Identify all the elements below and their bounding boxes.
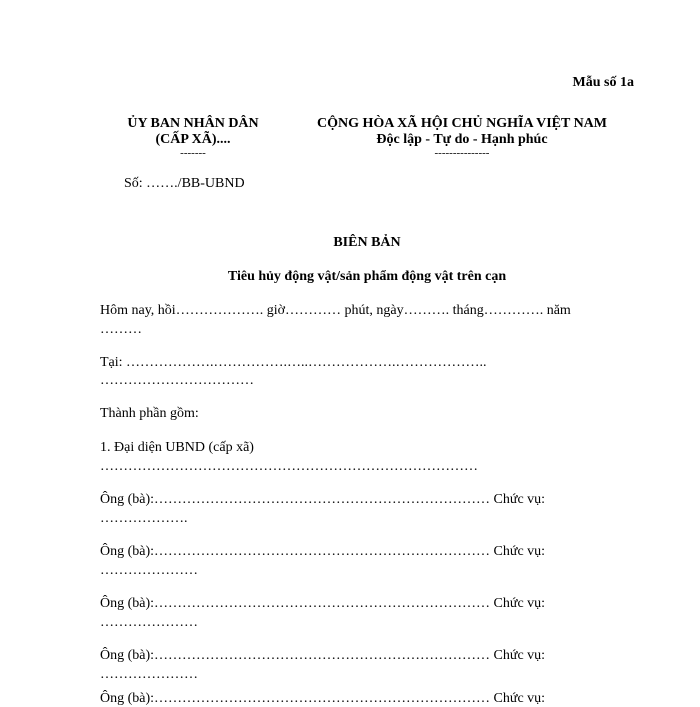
committee-name: ỦY BAN NHÂN DÂN <box>127 116 259 131</box>
person-line-3: Ông (bà):……………………………………………………………… Chức vụ: <box>100 596 546 611</box>
person-line-2-cont: ………………… <box>100 563 198 578</box>
document-number: Số: ……./BB-UBND <box>124 176 245 191</box>
right-divider: --------------- <box>434 147 490 159</box>
person-line-1-cont: ………………. <box>100 511 188 526</box>
person-line-4-cont: ………………… <box>100 667 198 682</box>
section-1-dots: ……………………………………………………………………… <box>100 459 478 474</box>
person-line-4: Ông (bà):……………………………………………………………… Chức vụ: <box>100 648 546 663</box>
nation-name: CỘNG HÒA XÃ HỘI CHỦ NGHĨA VIỆT NAM <box>316 116 607 131</box>
document-title: BIÊN BẢN <box>333 235 401 250</box>
time-line-cont: ……… <box>100 322 142 337</box>
person-line-1: Ông (bà):……………………………………………………………… Chức vụ: <box>100 492 546 507</box>
commune-level: (CẤP XÃ).... <box>155 132 231 147</box>
place-line-cont: …………………………… <box>100 373 254 388</box>
left-divider: ------- <box>180 147 206 159</box>
time-line: Hôm nay, hồi………………. giờ………… phút, ngày………. tháng…………. năm <box>100 303 571 318</box>
person-line-3-cont: ………………… <box>100 615 198 630</box>
document-subtitle: Tiêu hủy động vật/sản phẩm động vật trên cạn <box>227 269 507 284</box>
section-1-heading: 1. Đại diện UBND (cấp xã) <box>100 440 254 455</box>
left-header <box>100 116 286 159</box>
person-line-5: Ông (bà):……………………………………………………………… Chức vụ: <box>100 691 546 706</box>
right-header <box>292 116 632 159</box>
person-line-2: Ông (bà):……………………………………………………………… Chức vụ: <box>100 544 546 559</box>
place-line: Tại: ……………….…………….…..……………….……………….. <box>100 355 487 370</box>
national-motto: Độc lập - Tự do - Hạnh phúc <box>376 132 548 147</box>
form-number: Mẫu số 1a <box>572 75 634 90</box>
participants-label: Thành phần gồm: <box>100 406 199 421</box>
